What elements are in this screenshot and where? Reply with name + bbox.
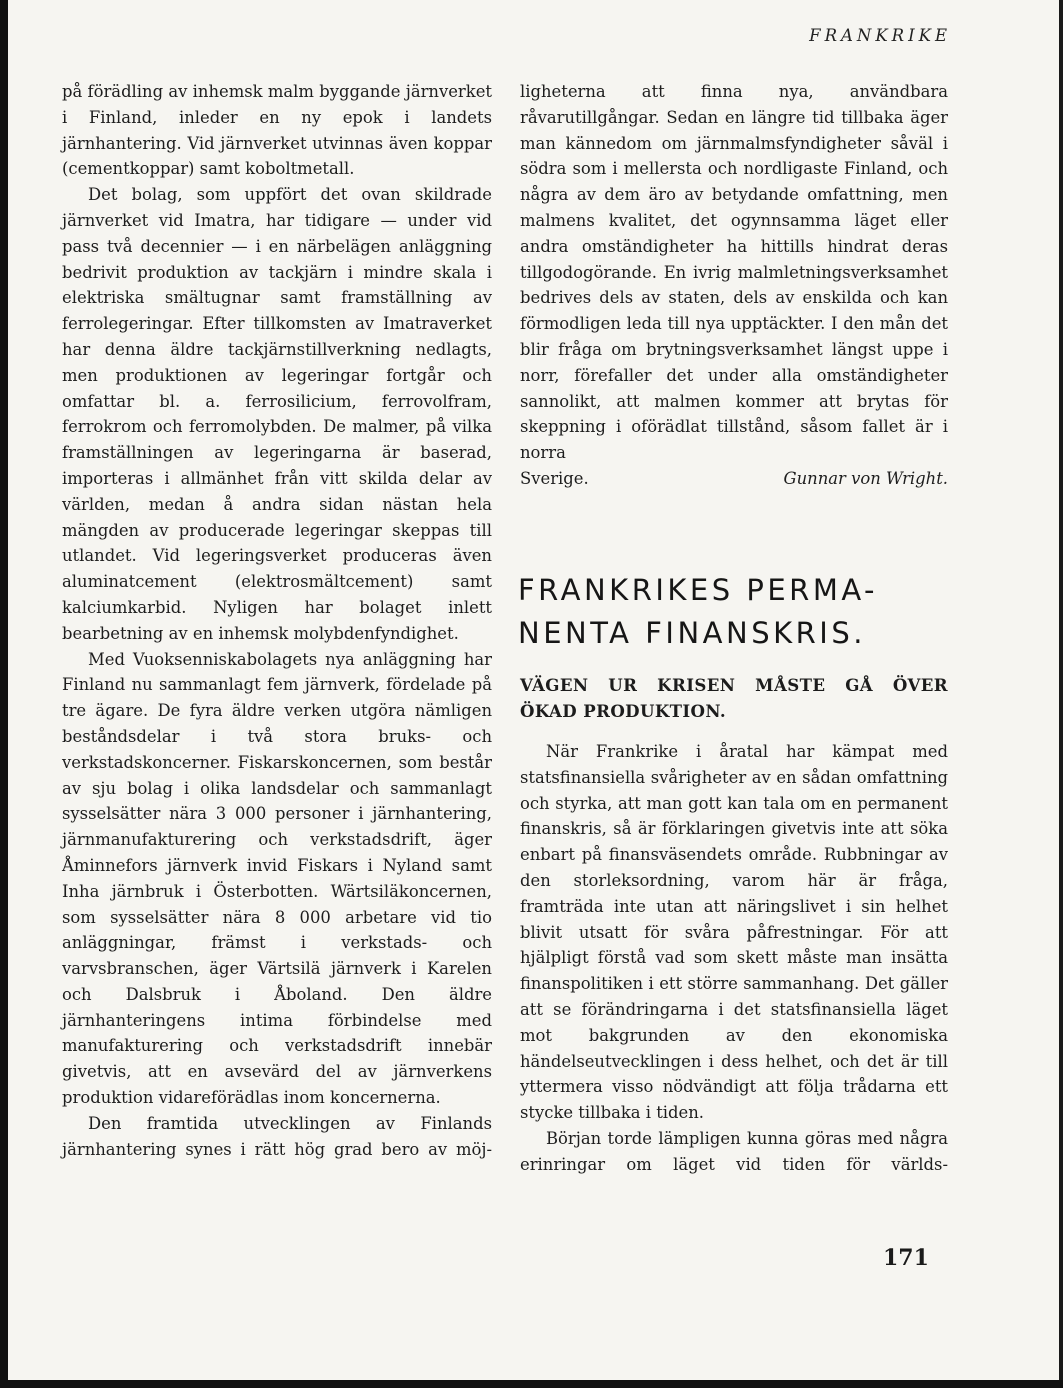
- right-column-continuation: [520, 79, 948, 492]
- paragraph: Det bolag, som uppfört det ovan skildrade järnverket vid Imatra, har tidigare — under vid pass två decennier — i en närbelägen anläggning bedrivit produktion av tackjärn i mindre skala i elektriska smältugnar samt framställning av ferrolegeringar. Efter tillkomsten av Imatraverket har denna äldre tackjärnstillverkning nedlagts, men produktionen av legeringar fortgår och omfattar bl. a. ferrosilicium, ferrovolfram, ferrokrom och ferromolybden. De malmer, på vilka framställningen av legeringarna är baserad, importeras i allmänhet från vitt skilda delar av världen, medan å andra sidan nästan hela mängden av producerade legeringar skeppas till utlandet. Vid legeringsverket produceras även aluminatcement (elektrosmältcement) samt kalciumkarbid. Nyligen har bolaget inlett bearbetning av en inhemsk molybdenfyndighet.: [62, 185, 492, 643]
- signature-line: [520, 466, 948, 492]
- paragraph: Början torde lämpligen kunna göras med några erinringar om läget vid tiden för världs-: [520, 1128, 948, 1174]
- scan-border-left: [0, 0, 8, 1388]
- left-column: [62, 79, 492, 1162]
- paragraph: ligheterna att finna nya, användbara råvarutillgångar. Sedan en längre tid tillbaka äger man kännedom om järnmalmsfyndigheter såväl i södra som i mellersta och nordligaste Finland, och några av dem äro av betydande omfattning, men malmens kvalitet, det ogynnsamma läget eller andra omständigheter ha hittills hindrat deras tillgodogörande. En ivrig malmletningsverksamhet bedrives dels av staten, dels av enskilda och kan förmodligen leda till nya upptäckter. I den mån det blir fråga om brytningsverksamhet längst uppe i norr, förefaller det under alla omständigheter sannolikt, att malmen kommer att brytas för skeppning i oförädlat tillstånd, såsom fallet är i norra: [520, 82, 948, 463]
- article-body: [520, 739, 948, 1178]
- article-subtitle: [520, 672, 948, 724]
- article-title-line: NENTA FINANSKRIS.: [518, 616, 866, 650]
- article-subtitle-line: VÄGEN UR KRISEN MÅSTE GÅ ÖVER: [520, 675, 948, 695]
- running-header: FRANKRIKE: [809, 26, 951, 45]
- paragraph: Med Vuoksenniskabolagets nya anläggning har Finland nu sammanlagt fem järnverk, fördelade på tre ägare. De fyra äldre verken utgöra nämligen beståndsdelar i två stora bruks- och verkstadskoncerner. Fiskarskoncernen, som består av sju bolag i olika landsdelar och sammanlagt sysselsätter nära 3 000 personer i järnhantering, järnmanufakturering och verkstadsdrift, äger Åminnefors järnverk invid Fiskars i Nyland samt Inha järnbruk i Österbotten. Wärtsiläkoncernen, som sysselsätter nära 8 000 arbetare vid tio anläggningar, främst i verkstads- och varvsbranschen, äger Värtsilä järnverk i Karelen och Dalsbruk i Åboland. Den äldre järnhanteringens intima förbindelse med manufakturering och verkstadsdrift innebär givetvis, att en avsevärd del av järnverkens produktion vidareförädlas inom koncernerna.: [62, 649, 492, 1108]
- article-title: [518, 569, 950, 655]
- author-signature: Gunnar von Wright.: [783, 468, 948, 488]
- paragraph: Den framtida utvecklingen av Finlands järnhantering synes i rätt hög grad bero av möj-: [62, 1113, 492, 1159]
- paragraph: När Frankrike i åratal har kämpat med statsfinansiella svårigheter av en sådan omfattning och styrka, att man gott kan tala om en permanent finanskris, så är förklaringen givetvis inte att söka enbart på finansväsendets område. Rubbningar av den storleksordning, varom här är fråga, framträda inte utan att näringslivet i sin helhet blivit utsatt för svåra påfrestningar. För att hjälpligt förstå vad som skett måste man insätta finanspolitiken i ett större sammanhang. Det gäller att se förändringarna i det statsfinansiella läget mot bakgrunden av den ekonomiska händelseutvecklingen i dess helhet, och det är till yttermera visso nödvändigt att följa trådarna ett stycke tillbaka i tiden.: [520, 742, 948, 1123]
- scan-border-bottom: [0, 1380, 1063, 1388]
- scan-border-right: [1059, 0, 1063, 1388]
- article-title-line: FRANKRIKES PERMA-: [518, 573, 879, 607]
- paragraph-end: Sverige.: [520, 468, 589, 488]
- paragraph: på förädling av inhemsk malm byggande järnverket i Finland, inleder en ny epok i landets järnhantering. Vid järnverket utvinnas även koppar (cementkoppar) samt koboltmetall.: [62, 82, 492, 179]
- article-subtitle-line: ÖKAD PRODUKTION.: [520, 701, 727, 721]
- page-number: 171: [883, 1245, 929, 1271]
